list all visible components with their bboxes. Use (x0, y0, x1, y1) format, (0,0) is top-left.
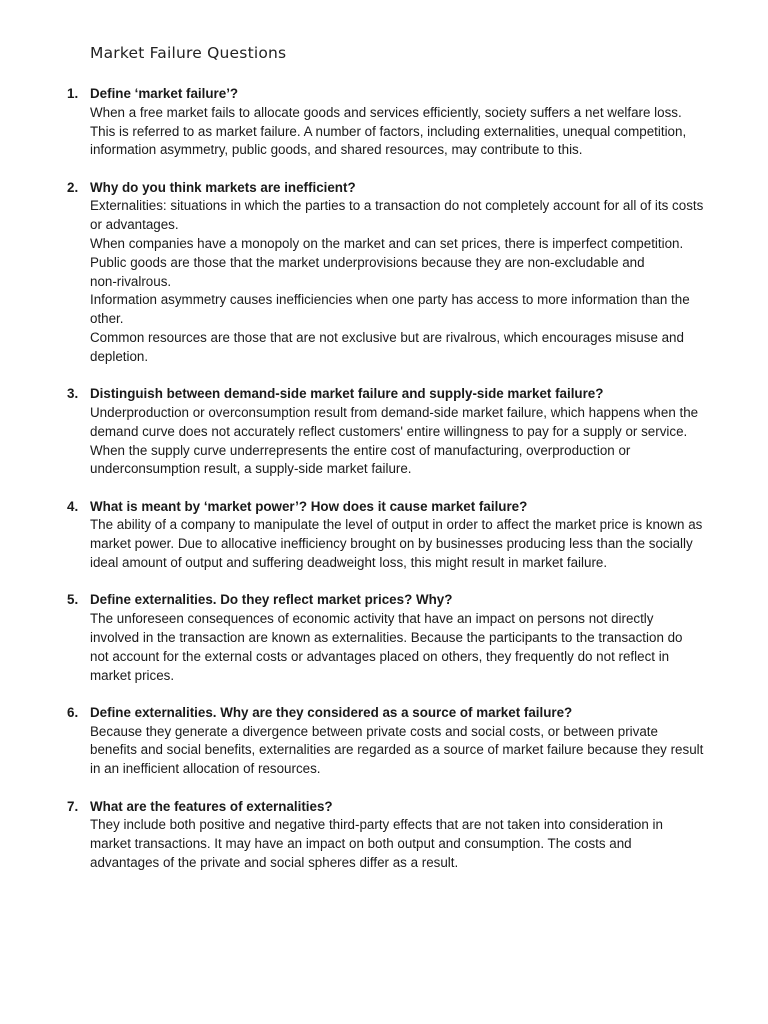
answer-line: Because they generate a divergence between private costs and social costs, or between private (90, 723, 658, 739)
answer-line: When a free market fails to allocate goods and services efficiently, society suffers a net welfare loss. (90, 104, 682, 120)
answer-line: information asymmetry, public goods, and shared resources, may contribute to this. (90, 142, 583, 158)
question-number: 6. (67, 704, 79, 720)
answer-line: The unforeseen consequences of economic activity that have an impact on persons not directly (90, 611, 654, 627)
question-text: Define externalities. Why are they considered as a source of market failure? (90, 704, 573, 720)
answer-line: market prices. (90, 667, 175, 683)
answer-line: Externalities: situations in which the parties to a transaction do not completely account for all of its costs (90, 198, 704, 214)
answer-line: Public goods are those that the market underprovisions because they are non-excludable and (90, 254, 645, 270)
question-item (0, 85, 768, 160)
answer-line: They include both positive and negative third-party effects that are not taken into consideration in (90, 817, 663, 833)
question-number: 4. (67, 498, 79, 514)
answer-line: involved in the transaction are known as externalities. Because the participants to the transaction do (90, 629, 683, 645)
document-title: Market Failure Questions (90, 44, 287, 62)
answer-line: Underproduction or overconsumption result from demand-side market failure, which happens when the (90, 404, 699, 420)
question-text: Why do you think markets are inefficient? (90, 179, 356, 195)
answer-line: other. (90, 311, 124, 327)
answer-line: or advantages. (90, 217, 179, 233)
question-text: Define ‘market failure’? (90, 86, 239, 101)
question-item (0, 179, 768, 367)
question-number: 1. (67, 86, 79, 101)
answer-line: in an inefficient allocation of resources. (90, 761, 321, 777)
answer-line: demand curve does not accurately reflect customers' entire willingness to pay for a supply or service. (90, 423, 688, 439)
question-item (0, 798, 768, 873)
answer-line: depletion. (90, 348, 149, 364)
answer-line: When the supply curve underrepresents the entire cost of manufacturing, overproduction or (90, 442, 631, 458)
question-number: 3. (67, 386, 79, 402)
question-item (0, 704, 768, 779)
question-number: 2. (67, 179, 79, 195)
answer-line: non-rivalrous. (90, 273, 172, 289)
answer-line: The ability of a company to manipulate the level of output in order to affect the market price is known as (90, 517, 703, 533)
answer-line: underconsumption result, a supply-side market failure. (90, 461, 412, 477)
question-text: What are the features of externalities? (90, 798, 333, 814)
answer-line: not account for the external costs or advantages placed on others, they frequently do not reflect in (90, 648, 670, 664)
answer-line: When companies have a monopoly on the market and can set prices, there is imperfect competition. (90, 236, 684, 252)
question-item (0, 498, 768, 573)
question-item (0, 591, 768, 685)
answer-line: ideal amount of output and suffering deadweight loss, this might result in market failure. (90, 555, 608, 571)
answer-line: This is referred to as market failure. A number of factors, including externalities, unequal competition, (90, 123, 687, 139)
question-number: 5. (67, 592, 79, 608)
answer-line: benefits and social benefits, externalities are regarded as a source of market failure because they result (90, 742, 704, 758)
question-list (0, 85, 768, 891)
question-text: What is meant by ‘market power’? How does it cause market failure? (90, 498, 528, 514)
question-item (0, 385, 768, 479)
answer-line: Common resources are those that are not exclusive but are rivalrous, which encourages misuse and (90, 330, 684, 346)
question-number: 7. (67, 798, 79, 814)
answer-line: market power. Due to allocative inefficiency brought on by businesses producing less than the socially (90, 536, 693, 552)
question-text: Define externalities. Do they reflect market prices? Why? (90, 592, 453, 608)
answer-line: advantages of the private and social spheres differ as a result. (90, 854, 459, 870)
answer-line: Information asymmetry causes inefficiencies when one party has access to more information than the (90, 292, 690, 308)
answer-line: market transactions. It may have an impact on both output and consumption. The costs and (90, 836, 632, 852)
question-text: Distinguish between demand-side market failure and supply-side market failure? (90, 386, 604, 402)
